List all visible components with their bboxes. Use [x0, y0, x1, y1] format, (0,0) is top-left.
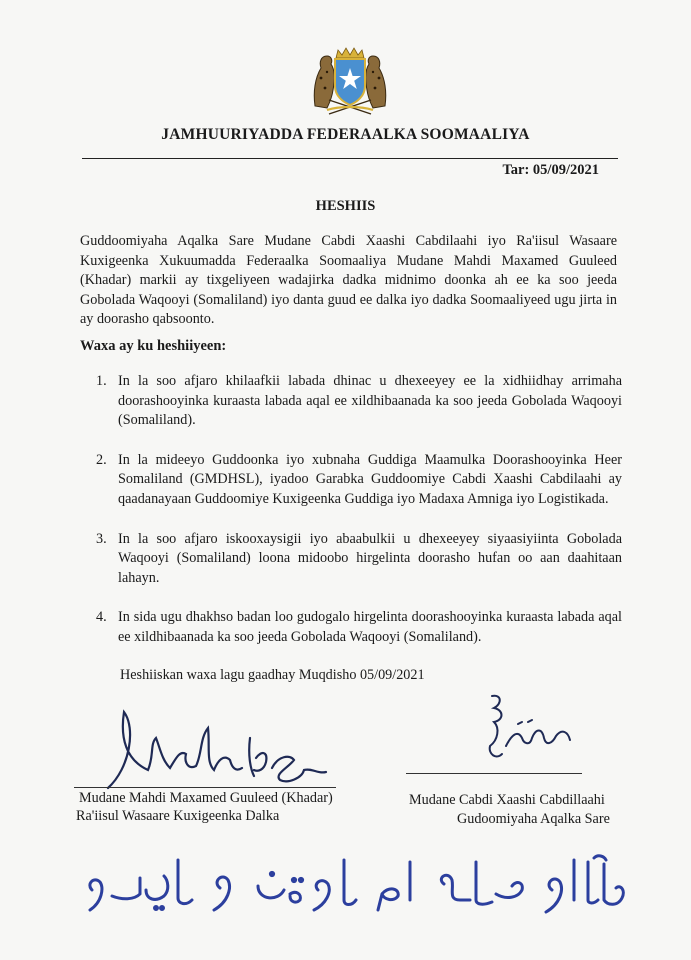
page-title: HESHIIS: [315, 198, 376, 214]
item-text: In la mideeyo Guddoonka iyo xubnaha Guddiga Maamulka Doorashooyinka Heer Somaliland (GMDHSL), iyadoo Garabka Guddoomiye Cabdi Xaashi Cabdilaahi ay qaadanayaan Guddoomiye Kuxigeenka Guddiga iyo Madaxa Amniga iyo Logistikada.: [118, 451, 622, 507]
item-text: In sida ugu dhakhso badan loo gudogalo hirgelinta doorashooyinka kuraasta labada aqal ee xildhibaanada ka soo jeeda Gobolada Waqooyi (Somaliland).: [118, 609, 622, 645]
signature-line: [74, 787, 336, 788]
annotation-text: [0, 0, 1, 1]
handwritten-arabic-annotation: [82, 850, 642, 920]
document-date: Tar: 05/09/2021: [502, 162, 599, 178]
list-item: [92, 372, 622, 431]
agreement-heading: Waxa ay ku heshiiyeen:: [80, 338, 227, 354]
intro-paragraph: Guddoomiyaha Aqalka Sare Mudane Cabdi Xaashi Cabdilaahi iyo Ra'iisul Wasaare Kuxigeenka Xukuumadda Federaalka Soomaaliya Mudane Mahdi Maxamed Guuleed (Khadar) markii ay tixgeliyeen wadajirka dadka midnimo doonka ah ee ka soo jeeda Gobolada Waqooyi (Somaliland) iyo danta guud ee dalka iyo dadka Soomaaliyeed ugu jirta in ay doorasho qabsoonto.: [80, 233, 617, 328]
signature-line: [406, 773, 582, 774]
signatory-name: Mudane Cabdi Xaashi Cabdillaahi: [409, 792, 605, 808]
signatory-role: Ra'iisul Wasaare Kuxigeenka Dalka: [76, 808, 280, 824]
closing-statement: Heshiiskan waxa lagu gaadhay Muqdisho 05/09/2021: [120, 667, 425, 683]
item-text: In la soo afjaro khilaafkii labada dhinac u dhexeeyey ee la xidhiidhay arrimaha doorashooyinka kuraasta labada aqal ee xildhibaanada ka soo jeeda Gobolada Waqooyi (Somaliland).: [118, 373, 622, 429]
somalia-coat-of-arms-icon: [305, 44, 395, 116]
list-item: [92, 451, 622, 510]
agreement-list: [92, 372, 622, 668]
signatory-name: Mudane Mahdi Maxamed Guuleed (Khadar): [79, 790, 333, 806]
signatory-role: Gudoomiyaha Aqalka Sare: [457, 811, 610, 827]
handwritten-signature-icon: [478, 688, 588, 768]
item-text: In la soo afjaro iskooxaysigii iyo abaabulkii u dhexeeyey siyaasiyiinta Gobolada Waqooyi (Somaliland) loona midoobo hirgelinta doorasho hufan oo aan daahitaan lahayn.: [118, 530, 622, 586]
list-item: [92, 530, 622, 589]
country-heading: JAMHUURIYADDA FEDERAALKA SOOMAALIYA: [161, 126, 530, 143]
header-divider: [82, 158, 618, 159]
item-number: 1.: [96, 373, 107, 389]
item-number: 4.: [96, 609, 107, 626]
list-item: [92, 608, 622, 647]
item-number: 3.: [96, 530, 107, 547]
handwritten-signature-icon: [90, 698, 330, 798]
item-number: 2.: [96, 451, 107, 468]
